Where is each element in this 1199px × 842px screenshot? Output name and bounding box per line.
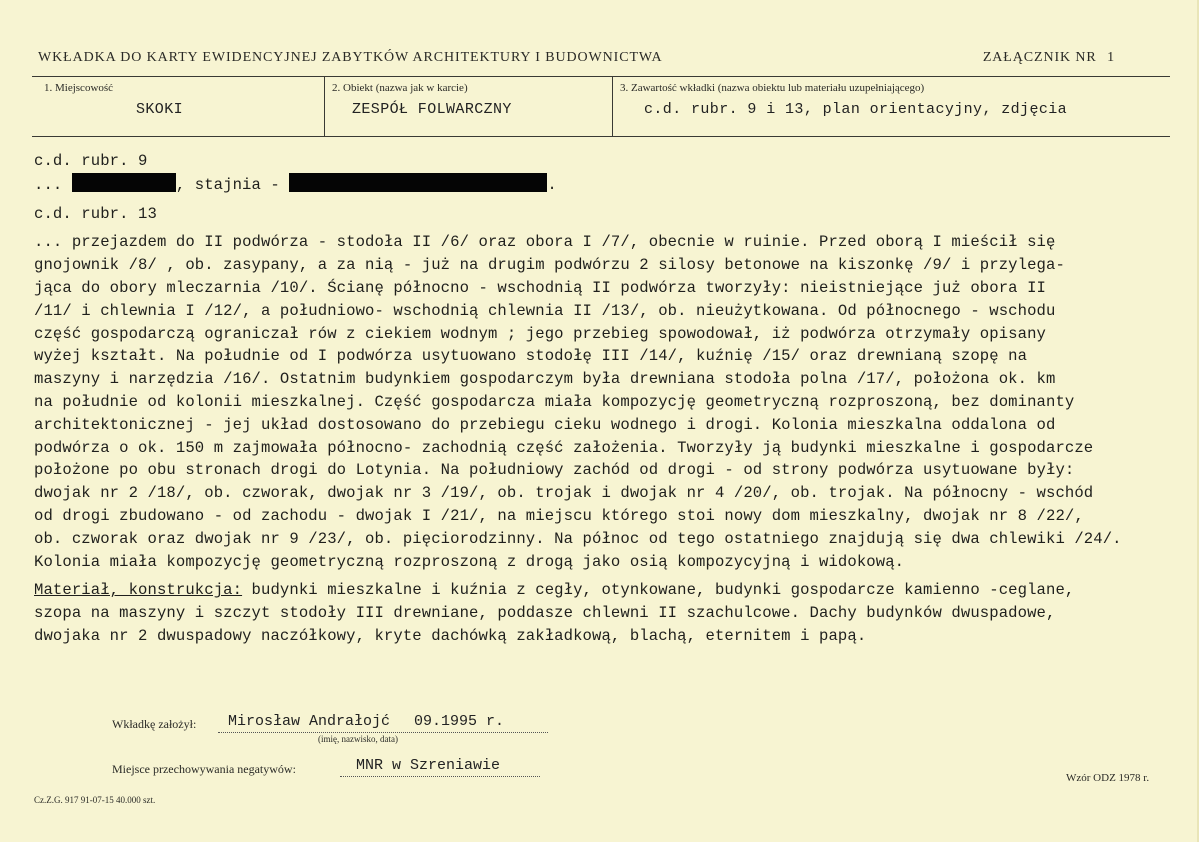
description-line: podwórza o ok. 150 m zajmowała północno- zachodnią część założenia. Tworzyły ją budynki mieszkalne i gospodarcze [34,438,1094,457]
contents-label: 3. Zawartość wkładki (nazwa obiektu lub materiału uzupełniającego) [620,82,925,94]
author-label: Wkładkę założył: [112,717,197,731]
description-line: maszyny i narzędzia /16/. Ostatnim budynkiem gospodarczym była drewniana stodoła polna /17/, położona ok. km [34,370,1056,389]
attachment-number [983,50,1115,66]
rubric-9-heading: c.d. rubr. 9 [34,152,148,170]
description-lines [34,231,1174,573]
description-line: gnojownik /8/ , ob. zasypany, a za nią - już na drugim podwórzu 2 silosy betonowe na kiszonkę /9/ i przylega- [34,256,1065,275]
description-line: ... przejazdem do II podwórza - stodoła II /6/ oraz obora I /7/, obecnie w ruinie. Przed oborą I mieścił się [34,233,1056,252]
description-line: ob. czworak oraz dwojak nr 9 /23/, ob. pięciorodzinny. Na północ od tego ostatniego znajdują się dwa chlewiki /24/. [34,529,1122,548]
storage-dotline [340,776,540,777]
material-lines [34,602,1174,648]
description-line: dwojak nr 2 /18/, ob. czworak, dwojak nr 3 /19/, ob. trojak i dwojak nr 4 /20/, ob. trojak. Na północny - wschód [34,484,1094,503]
rubric-9-line [34,173,1174,197]
locality-label: 1. Miejscowość [44,82,114,94]
attachment-value: 1 [1107,50,1115,65]
header-top-rule [32,76,1170,77]
contents-value: c.d. rubr. 9 i 13, plan orientacyjny, zdjęcia [644,101,1068,118]
rubric-9-mid: , stajnia - [175,175,280,194]
attachment-label: ZAŁĄCZNIK NR [982,50,1097,65]
description-line: /11/ i chlewnia I /12/, a południowo- wschodnią chlewnia II /13/, ob. nieużytkowana. Od północnego - wschodu [34,301,1056,320]
author-dotline [218,732,548,733]
description-line: architektonicznej - jej układ dostosowano do przebiegu cieku wodnego i drogi. Kolonia mieszkalna oddalona od [34,415,1056,434]
description-line: położone po obu stronach drogi do Lotynia. Na południowy zachód od drogi - od strony podwórza usytuowane były: [34,461,1075,480]
storage-value: MNR w Szreniawie [356,757,501,774]
description-line: Kolonia miała kompozycję geometryczną rozproszoną z drogą jako osią kompozycyjną i widokową. [34,552,905,571]
description-line: jąca do obory mleczarnia /10/. Ścianę północno - wschodnią II podwórza tworzyły: nieistniejące już obora II [34,278,1046,297]
description-line: wyżej kształt. Na południe od I podwórza usytuowano stodołę III /14/, kuźnię /15/ oraz drewnianą szopę na [34,347,1028,366]
description-line: część gospodarczą ograniczał rów z ciekiem wodnym ; jego przebieg spowodował, iż podwórza otrzymały opisany [34,324,1046,343]
field-divider-1 [324,77,325,136]
storage-label: Miejsce przechowywania negatywów: [112,762,296,776]
material-first: budynki mieszkalne i kuźnia z cegły, otynkowane, budynki gospodarcze kamienno -ceglane, [242,581,1075,600]
material-heading: Materiał, konstrukcja: [34,581,243,600]
description-line: na południe od kolonii mieszkalnej. Część gospodarcza miała kompozycję geometryczną rozproszoną, bez dominanty [34,392,1075,411]
header-bottom-rule [32,136,1170,137]
description-line: od drogi zbudowano - od zachodu - dwojak I /21/, na miejscu którego stoi nowy dom mieszkalny, dwojak nr 8 /22/, [34,506,1084,525]
continuation-text [34,150,1174,648]
author-hint: (imię, nazwisko, data) [318,734,398,744]
rubric-13-heading: c.d. rubr. 13 [34,204,157,223]
material-text-line: szopa na maszyny i szczyt stodoły III drewniane, poddasze chlewni II szachulcowe. Dachy budynków dwuspadowe, [34,604,1056,623]
field-divider-2 [612,77,613,136]
redaction-2 [289,173,547,192]
redaction-1 [72,173,176,192]
form-title: WKŁADKA DO KARTY EWIDENCYJNEJ ZABYTKÓW ARCHITEKTURY I BUDOWNICTWA [38,50,663,65]
author-name: Mirosław Andrałojć [228,713,391,730]
material-text-line: dwojaka nr 2 dwuspadowy naczółkowy, kryte dachówką zakładkową, blachą, eternitem i papą. [34,626,867,645]
object-value: ZESPÓŁ FOLWARCZNY [352,101,512,118]
print-code: Cz.Z.G. 917 91-07-15 40.000 szt. [34,795,156,805]
rubric-9-prefix: ... [34,175,63,194]
rubric-9-end: . [547,175,557,194]
record-date: 09.1995 r. [414,713,505,730]
locality-value: SKOKI [136,101,184,118]
object-label: 2. Obiekt (nazwa jak w karcie) [332,82,468,94]
material-line [34,579,1174,602]
pattern-note: Wzór ODZ 1978 r. [1066,772,1150,784]
